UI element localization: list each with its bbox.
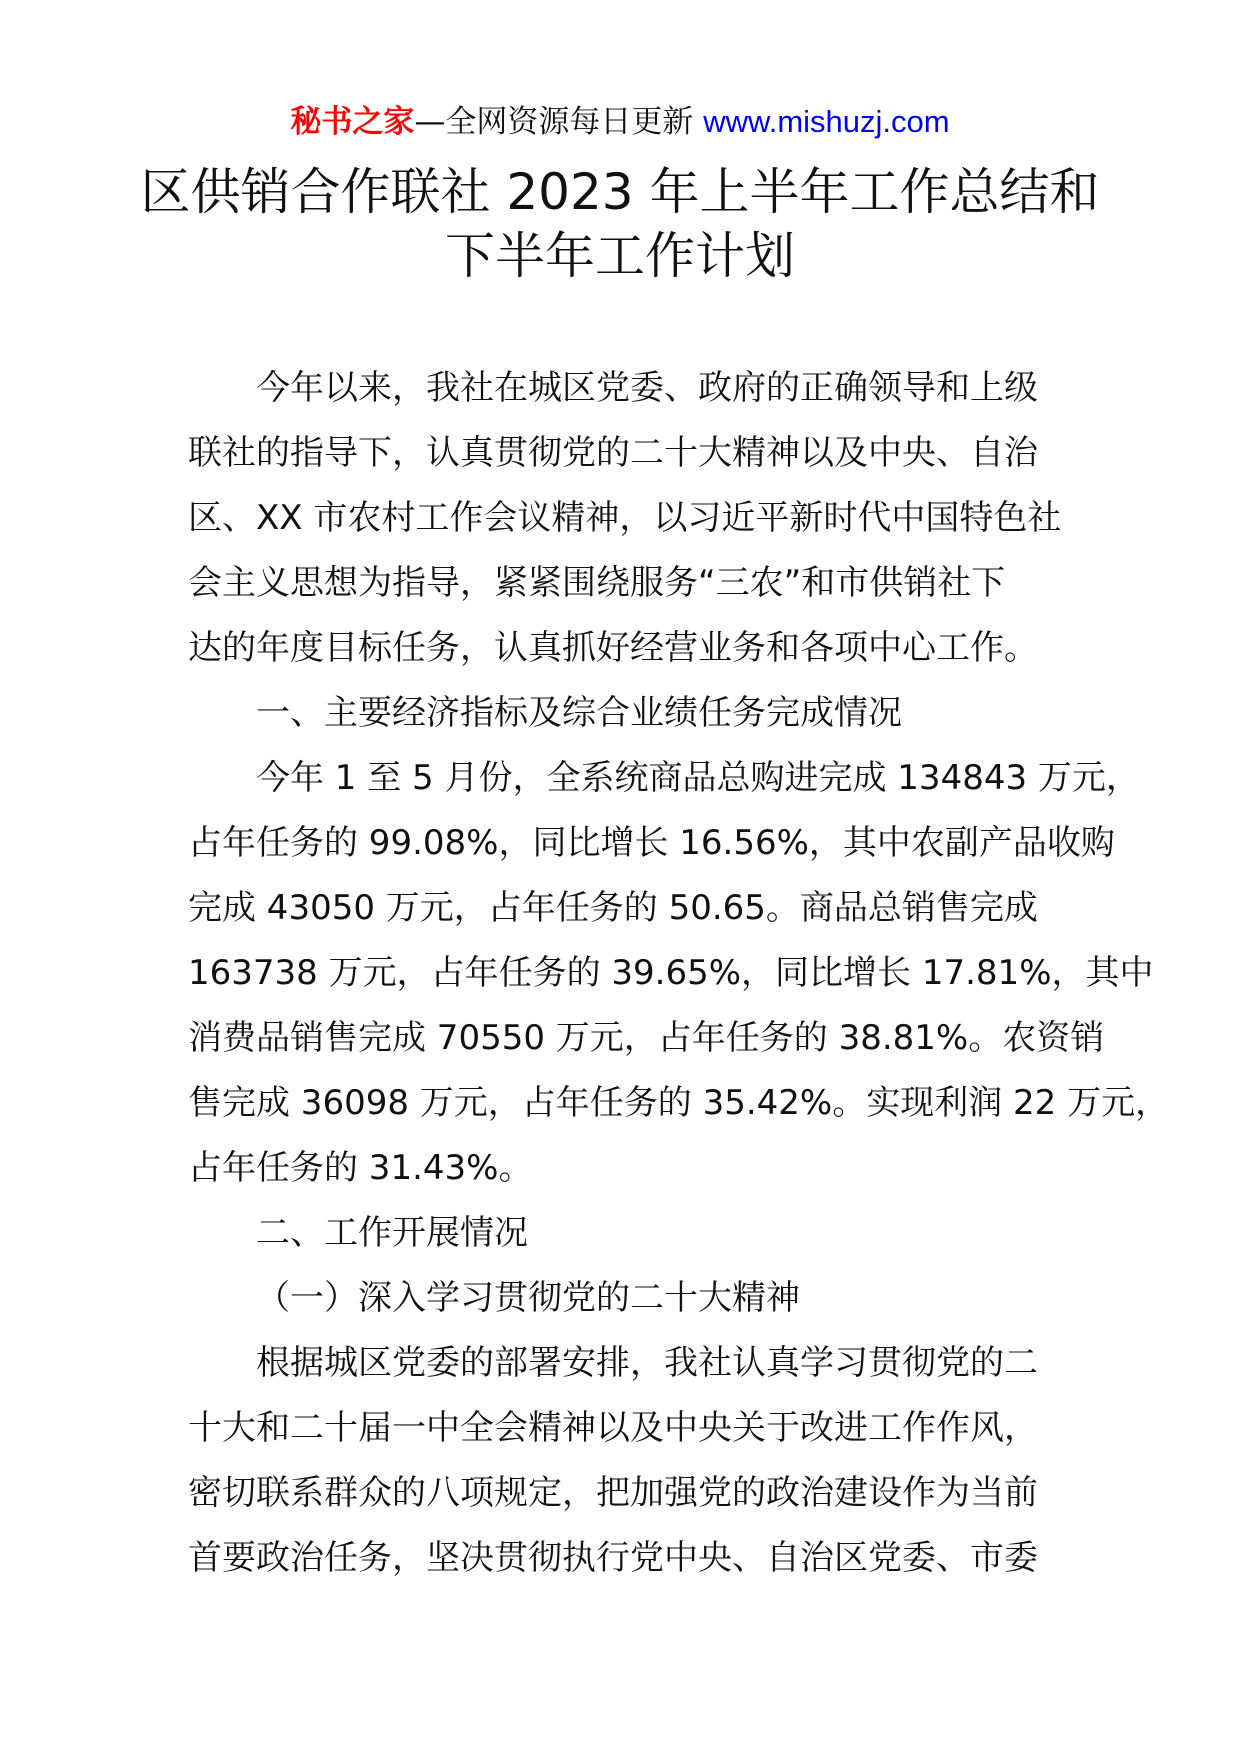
body-text-line: 消费品销售完成 70550 万元，占年任务的 38.81%。农资销	[188, 1018, 1105, 1058]
title-line-1: 区供销合作联社 2023 年上半年工作总结和	[140, 163, 1100, 221]
body-text-line: 一、主要经济指标及综合业绩任务完成情况	[256, 693, 902, 733]
body-text-line: 今年以来，我社在城区党委、政府的正确领导和上级	[256, 368, 1038, 408]
body-text-line: 区、XX 市农村工作会议精神，以习近平新时代中国特色社	[188, 498, 1062, 538]
body-text-line: （一）深入学习贯彻党的二十大精神	[256, 1278, 800, 1318]
body-text-line: 根据城区党委的部署安排，我社认真学习贯彻党的二	[256, 1343, 1038, 1383]
body-text-line: 联社的指导下，认真贯彻党的二十大精神以及中央、自治	[188, 433, 1038, 473]
site-url-link[interactable]: www.mishuzj.com	[703, 104, 950, 139]
brand-name: 秘书之家	[290, 104, 415, 140]
body-text-line: 售完成 36098 万元，占年任务的 35.42%。实现利润 22 万元，	[188, 1083, 1170, 1123]
body-text-line: 会主义思想为指导，紧紧围绕服务“三农”和市供销社下	[188, 563, 1006, 603]
body-text-line: 密切联系群众的八项规定，把加强党的政治建设作为当前	[188, 1473, 1038, 1513]
body-text-line: 今年 1 至 5 月份，全系统商品总购进完成 134843 万元，	[256, 758, 1140, 798]
body-text-line: 完成 43050 万元，占年任务的 50.65。商品总销售完成	[188, 888, 1038, 928]
title-line-2: 下半年工作计划	[445, 227, 795, 285]
body-text-line: 首要政治任务，坚决贯彻执行党中央、自治区党委、市委	[188, 1538, 1038, 1578]
body-text-line: 占年任务的 99.08%，同比增长 16.56%，其中农副产品收购	[188, 823, 1115, 863]
document-body	[188, 356, 1170, 1591]
header-tagline: —全网资源每日更新	[414, 104, 694, 140]
body-text-line: 达的年度目标任务，认真抓好经营业务和各项中心工作。	[188, 628, 1038, 668]
body-text-line: 163738 万元，占年任务的 39.65%，同比增长 17.81%，其中	[188, 953, 1154, 993]
site-header	[0, 100, 1240, 144]
body-text-line: 二、工作开展情况	[256, 1213, 528, 1253]
body-text-line: 占年任务的 31.43%。	[188, 1148, 533, 1188]
document-title	[0, 160, 1240, 288]
body-text-line: 十大和二十届一中全会精神以及中央关于改进工作作风，	[188, 1408, 1038, 1448]
